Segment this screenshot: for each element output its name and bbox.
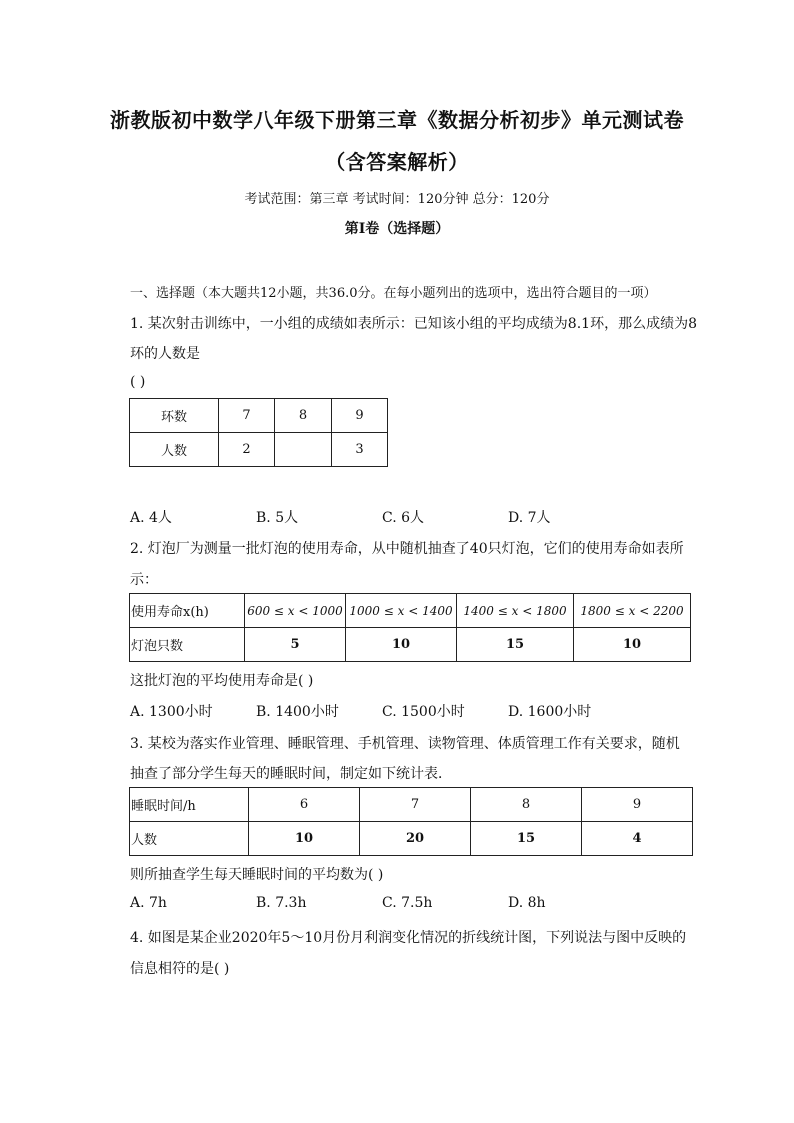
section-heading: 一、选择题（本大题共12小题，共36.0分。在每小题列出的选项中，选出符合题目的一项） [130, 286, 657, 301]
volume-heading: 第I卷（选择题） [344, 221, 450, 237]
q2-option-a[interactable]: A. 1300小时 [130, 704, 213, 720]
q2-option-c[interactable]: C. 1500小时 [382, 704, 465, 720]
q1-table [129, 398, 388, 467]
table-cell: 10 [249, 822, 360, 856]
q1-option-d[interactable]: D. 7人 [508, 510, 551, 526]
q3-option-c[interactable]: C. 7.5h [382, 895, 433, 911]
table-cell: 2 [219, 433, 275, 467]
table-cell: 600 ≤ x < 1000 [245, 594, 346, 628]
table-cell: 10 [346, 628, 457, 662]
q2-text-line2: 示： [130, 572, 158, 588]
table-cell: 使用寿命x(h) [130, 594, 245, 628]
table-row [130, 433, 388, 467]
q4-text-line1: 4. 如图是某企业2020年5～10月份月利润变化情况的折线统计图，下列说法与图中反映的 [130, 930, 687, 946]
table-cell: 8 [471, 788, 582, 822]
table-cell: 7 [360, 788, 471, 822]
q1-option-b[interactable]: B. 5人 [256, 510, 299, 526]
q2-option-d[interactable]: D. 1600小时 [508, 704, 592, 720]
table-cell: 1000 ≤ x < 1400 [346, 594, 457, 628]
q1-paren: ( ) [130, 374, 146, 390]
table-cell [275, 433, 332, 467]
q1-option-c[interactable]: C. 6人 [382, 510, 425, 526]
q3-option-a[interactable]: A. 7h [130, 895, 167, 911]
page-subtitle: （含答案解析） [325, 150, 469, 174]
table-cell: 3 [332, 433, 388, 467]
q1-text-line2: 环的人数是 [130, 346, 200, 362]
q3-text-line1: 3. 某校为落实作业管理、睡眠管理、手机管理、读物管理、体质管理工作有关要求，随机 [130, 736, 680, 752]
q2-text-line1: 2. 灯泡厂为测量一批灯泡的使用寿命，从中随机抽查了40只灯泡，它们的使用寿命如表所 [130, 541, 684, 557]
table-cell: 9 [582, 788, 693, 822]
table-cell: 1400 ≤ x < 1800 [457, 594, 574, 628]
table-cell: 10 [574, 628, 691, 662]
q3-option-d[interactable]: D. 8h [508, 895, 546, 911]
table-cell: 7 [219, 399, 275, 433]
q1-text-line1: 1. 某次射击训练中，一小组的成绩如表所示：已知该小组的平均成绩为8.1环，那么成绩为8 [130, 316, 697, 332]
table-cell: 人数 [130, 433, 219, 467]
table-cell: 6 [249, 788, 360, 822]
q3-option-b[interactable]: B. 7.3h [256, 895, 307, 911]
q4-text-line2: 信息相符的是( ) [130, 961, 230, 977]
q2-option-b[interactable]: B. 1400小时 [256, 704, 339, 720]
table-cell: 20 [360, 822, 471, 856]
q2-question: 这批灯泡的平均使用寿命是( ) [130, 673, 314, 689]
table-cell: 15 [457, 628, 574, 662]
q3-question: 则所抽查学生每天睡眠时间的平均数为( ) [130, 867, 384, 883]
table-cell: 1800 ≤ x < 2200 [574, 594, 691, 628]
table-cell: 5 [245, 628, 346, 662]
table-cell: 人数 [130, 822, 249, 856]
exam-meta: 考试范围：第三章 考试时间：120分钟 总分：120分 [244, 192, 550, 207]
q2-table [129, 593, 691, 662]
table-row [130, 594, 691, 628]
table-row [130, 822, 693, 856]
table-row [130, 788, 693, 822]
table-cell: 9 [332, 399, 388, 433]
q3-text-line2: 抽查了部分学生每天的睡眠时间，制定如下统计表． [130, 766, 452, 782]
q1-option-a[interactable]: A. 4人 [130, 510, 172, 526]
table-cell: 环数 [130, 399, 219, 433]
table-cell: 灯泡只数 [130, 628, 245, 662]
table-row [130, 628, 691, 662]
table-cell: 8 [275, 399, 332, 433]
q3-table [129, 787, 693, 856]
table-cell: 睡眠时间/h [130, 788, 249, 822]
table-cell: 4 [582, 822, 693, 856]
table-row [130, 399, 388, 433]
page-title: 浙教版初中数学八年级下册第三章《数据分析初步》单元测试卷 [110, 108, 684, 132]
table-cell: 15 [471, 822, 582, 856]
